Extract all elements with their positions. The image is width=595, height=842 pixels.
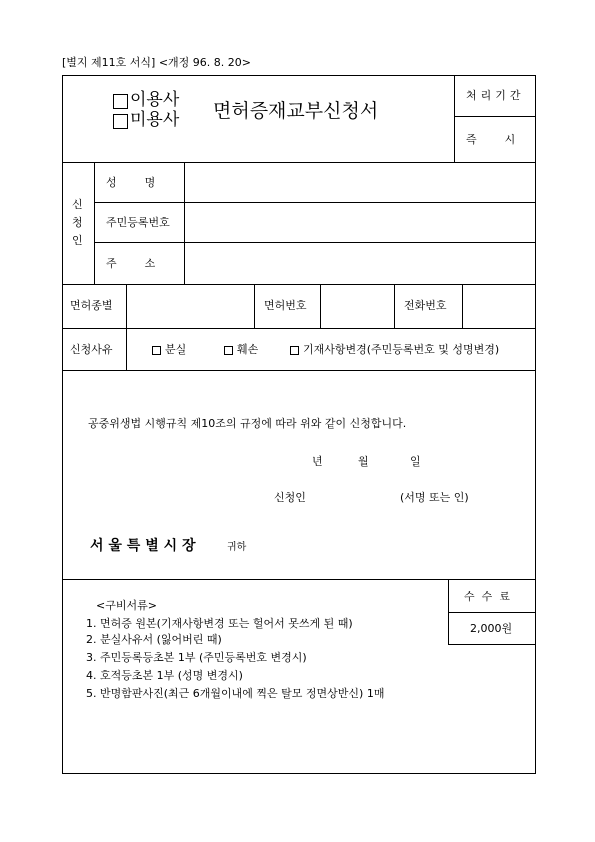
license-type-field[interactable] [128, 286, 253, 327]
fee-amount: 2,000원 [470, 622, 513, 635]
document-item: 5. 반명함판사진(최근 6개월이내에 찍은 탈모 정면상반신) 1매 [86, 687, 385, 700]
date-month-label: 월 [358, 455, 369, 468]
option-barber-label: 이용사 [130, 90, 180, 110]
recipient-name: 서 울 특 별 시 장 [90, 538, 196, 554]
name-field[interactable] [186, 164, 534, 201]
processing-period-value: 즉 시 [466, 133, 516, 146]
name-label: 성 명 [106, 176, 156, 189]
documents-heading: <구비서류> [96, 599, 157, 612]
address-field[interactable] [186, 244, 534, 283]
reason-change-option[interactable]: 기재사항변경(주민등록번호 및 성명변경) [290, 344, 499, 355]
document-item: 3. 주민등록등초본 1부 (주민등록번호 변경시) [86, 651, 307, 664]
document-item: 2. 분실사유서 (잃어버린 때) [86, 633, 222, 646]
phone-label: 전화번호 [404, 299, 447, 312]
applicant-sign-label: 신청인 [274, 491, 306, 504]
fee-label: 수 수 료 [464, 590, 510, 603]
form-title: 면허증재교부신청서 [213, 100, 379, 122]
form-header-note: [별지 제11호 서식] <개정 96. 8. 20> [62, 56, 251, 69]
phone-field[interactable] [464, 286, 535, 327]
resident-no-label: 주민등록번호 [106, 216, 170, 229]
processing-period-label: 처리기간 [466, 89, 525, 102]
option-barber-checkbox[interactable] [113, 94, 128, 109]
reason-label: 신청사유 [70, 343, 113, 356]
license-number-field[interactable] [322, 286, 393, 327]
reason-lost-option[interactable]: 분실 [152, 344, 186, 355]
recipient-honorific: 귀하 [227, 542, 247, 553]
reason-damaged-option[interactable]: 훼손 [224, 344, 258, 355]
date-day-label: 일 [410, 455, 421, 468]
reason-change-checkbox[interactable] [290, 346, 299, 355]
reason-lost-checkbox[interactable] [152, 346, 161, 355]
declaration-statement: 공중위생법 시행규칙 제10조의 규정에 따라 위와 같이 신청합니다. [88, 417, 407, 430]
option-beautician-checkbox[interactable] [113, 114, 128, 129]
address-label: 주 소 [106, 257, 156, 270]
applicant-section-label: 신청인 [72, 198, 83, 247]
signature-label: (서명 또는 인) [400, 491, 469, 504]
document-item: 1. 면허증 원본(기재사항변경 또는 헐어서 못쓰게 된 때) [86, 617, 353, 630]
option-beautician-label: 미용사 [130, 110, 180, 130]
document-item: 4. 호적등초본 1부 (성명 변경시) [86, 669, 243, 682]
date-year-label: 년 [312, 455, 323, 468]
license-type-label: 면허종별 [70, 299, 113, 312]
resident-no-field[interactable] [186, 204, 534, 241]
reason-damaged-checkbox[interactable] [224, 346, 233, 355]
license-number-label: 면허번호 [264, 299, 307, 312]
